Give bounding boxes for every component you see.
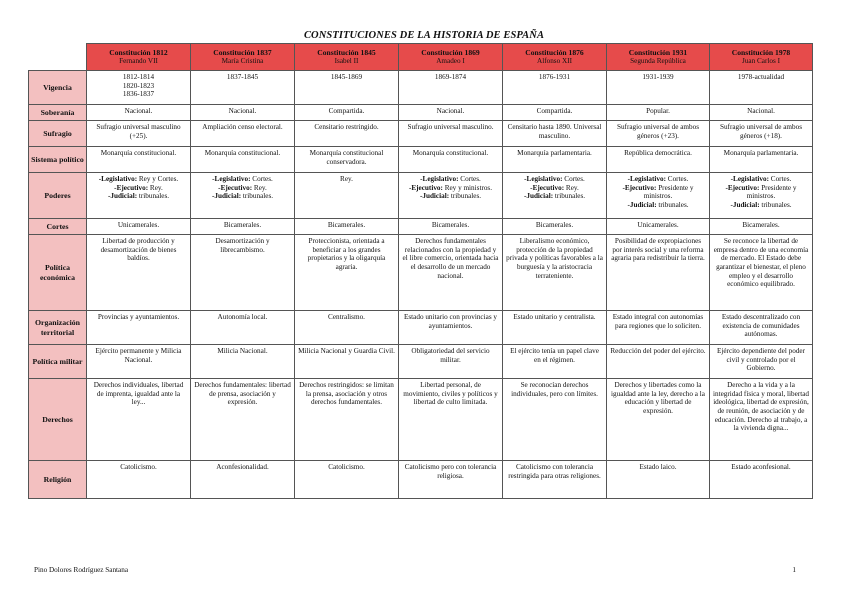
table-cell <box>710 379 813 461</box>
power-line <box>298 175 395 184</box>
cell-text: Catolicismo pero con tolerancia religiosa. <box>404 463 497 480</box>
power-holder: Rey. <box>565 183 579 192</box>
cell-text: Nacional. <box>747 107 775 115</box>
table-cell <box>710 121 813 147</box>
cell-text: Milicia Nacional. <box>217 347 268 355</box>
table-cell <box>191 461 295 499</box>
cell-text: Posibilidad de expropiaciones por interés social y una reforma agraria para redistribuir la tierra. <box>611 237 705 263</box>
power-line <box>713 175 809 184</box>
power-holder: tribunales. <box>242 192 274 201</box>
table-cell <box>503 235 607 311</box>
table-cell <box>191 219 295 235</box>
power-branch: -Judicial: <box>730 200 760 209</box>
table-cell <box>191 345 295 379</box>
cell-text: Se reconoce la libertad de empresa dentro de una economía de mercado. El Estado debe garantizar el bienestar, el pleno empleo y el desarrollo económico equilibrado. <box>713 237 809 289</box>
table-cell <box>607 105 710 121</box>
power-branch: -Ejecutivo: <box>725 183 760 192</box>
table-cell <box>87 105 191 121</box>
cell-text: Monarquía parlamentaria. <box>517 149 592 157</box>
power-line <box>610 175 706 184</box>
table-cell <box>399 235 503 311</box>
power-branch: -Legislativo: <box>212 175 251 183</box>
power-holder: tribunales. <box>658 200 689 209</box>
table-cell <box>607 71 710 105</box>
table-cell <box>295 121 399 147</box>
table-row <box>29 105 813 121</box>
row-label: Política militar <box>29 345 87 379</box>
cell-text: Derecho a la vida y a la integridad física y moral, libertad ideológica, libertad de expresión, de reunión, de asociación y de educación. Derecho al trabajo, a la vivienda digna... <box>713 381 809 433</box>
power-line <box>90 175 187 184</box>
table-cell <box>710 173 813 219</box>
constitution-monarch: María Cristina <box>221 57 264 66</box>
cell-text: 1869-1874 <box>434 73 467 81</box>
cell-text: Bicamerales. <box>742 221 780 229</box>
power-branch: -Judicial: <box>211 192 242 201</box>
cell-text: Libertad personal, de movimiento, civiles y políticos y libertad de culto limitada. <box>403 381 498 407</box>
cell-text: 1978-actualidad <box>737 73 785 81</box>
cell-text: Se reconocían derechos individuales, pero con límites. <box>511 381 598 398</box>
power-line <box>610 184 706 201</box>
table-cell <box>295 147 399 173</box>
cell-text: Aconfesionalidad. <box>216 463 269 471</box>
constitution-header <box>503 44 607 71</box>
table-cell <box>503 105 607 121</box>
cell-text: Catolicismo con tolerancia restringida para otras religiones. <box>508 463 601 480</box>
row-label: Organización territorial <box>29 311 87 345</box>
table-row <box>29 379 813 461</box>
table-cell <box>295 173 399 219</box>
power-branch: -Judicial: <box>627 200 657 209</box>
constitution-monarch: Juan Carlos I <box>742 57 780 66</box>
power-holder: Rey. <box>253 183 267 192</box>
cell-text: Ampliación censo electoral. <box>202 123 283 131</box>
constitution-header <box>191 44 295 71</box>
cell-text: Sufragio universal masculino. <box>407 123 494 131</box>
table-cell <box>607 147 710 173</box>
constitution-name: Constitución 1931 <box>628 48 688 58</box>
power-branch: -Legislativo: <box>730 175 769 183</box>
cell-text: Bicamerales. <box>431 221 470 229</box>
power-line <box>402 175 499 184</box>
table-cell <box>87 379 191 461</box>
table-cell <box>191 71 295 105</box>
table-row <box>29 235 813 311</box>
corner-cell <box>29 44 87 71</box>
table-cell <box>503 71 607 105</box>
table-cell <box>295 219 399 235</box>
cell-text: República democrática. <box>624 149 692 157</box>
table-cell <box>503 219 607 235</box>
constitution-monarch: Fernando VII <box>119 57 158 66</box>
cell-text: Compartida. <box>328 107 365 115</box>
cell-text: 1931-1939 <box>642 73 674 81</box>
power-branch: -Judicial: <box>419 192 450 201</box>
cell-text: 1845-1869 <box>330 73 363 81</box>
power-line <box>194 184 291 193</box>
power-line <box>713 201 809 210</box>
power-line <box>194 192 291 201</box>
power-holder: Rey y ministros. <box>444 183 493 192</box>
table-cell <box>710 345 813 379</box>
cell-text: Nacional. <box>228 107 257 115</box>
cell-text: Estado integral con autonomías para regiones que lo soliciten. <box>612 313 704 330</box>
power-holder: tribunales. <box>450 192 482 201</box>
table-cell <box>295 311 399 345</box>
table-cell <box>503 121 607 147</box>
cell-text: Sufragio universal de ambos géneros (+18). <box>719 123 803 140</box>
table-cell <box>191 121 295 147</box>
table-cell <box>710 105 813 121</box>
table-cell <box>295 461 399 499</box>
cell-text: Bicamerales. <box>535 221 574 229</box>
table-cell <box>295 345 399 379</box>
table-cell <box>87 121 191 147</box>
table-cell <box>191 173 295 219</box>
power-branch: -Ejecutivo: <box>408 183 443 192</box>
cell-text: Popular. <box>646 107 670 115</box>
power-line <box>506 184 603 193</box>
power-line <box>506 192 603 201</box>
row-label: Sistema político <box>29 147 87 173</box>
table-cell <box>710 235 813 311</box>
constitution-monarch: Alfonso XII <box>537 57 572 66</box>
cell-text: Ejército permanente y Milicia Nacional. <box>95 347 182 364</box>
cell-text: Derechos individuales, libertad de imprenta, igualdad ante la ley... <box>93 381 184 407</box>
constitution-header <box>295 44 399 71</box>
table-cell <box>607 121 710 147</box>
constitution-monarch: Segunda República <box>630 57 686 66</box>
constitution-name: Constitución 1837 <box>213 48 272 58</box>
table-cell <box>399 71 503 105</box>
table-cell <box>607 311 710 345</box>
table-cell <box>87 345 191 379</box>
cell-text: Proteccionista, orientada a beneficiar a los grandes propietarios y la oligarquía agraria. <box>307 237 386 271</box>
power-holder: Cortes. <box>564 175 585 183</box>
cell-text: Monarquía parlamentaria. <box>723 149 799 157</box>
table-cell <box>399 105 503 121</box>
constitution-header <box>87 44 191 71</box>
power-holder: tribunales. <box>761 200 792 209</box>
table-cell <box>710 311 813 345</box>
cell-text: Reducción del poder del ejército. <box>610 347 706 355</box>
power-branch: -Judicial: <box>107 192 138 201</box>
table-cell <box>503 173 607 219</box>
power-line <box>194 175 291 184</box>
table-cell <box>399 345 503 379</box>
table-cell <box>87 311 191 345</box>
table-cell <box>191 147 295 173</box>
table-cell <box>399 147 503 173</box>
power-holder: Cortes. <box>252 175 273 183</box>
cell-text: 1812-1814 <box>122 73 155 81</box>
power-line <box>402 192 499 201</box>
power-branch: -Judicial: <box>523 192 554 201</box>
table-cell <box>710 147 813 173</box>
table-cell <box>607 173 710 219</box>
cell-text: Compartida. <box>536 107 573 115</box>
table-cell <box>503 379 607 461</box>
cell-text: Unicamerales. <box>637 221 679 229</box>
power-holder: Presidente y ministros. <box>746 183 797 201</box>
row-label: Política económica <box>29 235 87 311</box>
constitution-header <box>710 44 813 71</box>
power-holder: Presidente y ministros. <box>643 183 694 201</box>
power-holder: Cortes. <box>667 175 689 183</box>
power-branch: -Ejecutivo: <box>218 183 253 192</box>
power-holder: Rey y Cortes. <box>138 175 179 183</box>
table-cell <box>191 235 295 311</box>
constitution-name: Constitución 1978 <box>731 48 791 58</box>
constitution-name: Constitución 1845 <box>317 48 376 58</box>
cell-text: Estado laico. <box>639 463 677 471</box>
cell-text: Monarquía constitucional. <box>204 149 281 157</box>
cell-text: Derechos fundamentales relacionados con la propiedad y el libre comercio, orientada hacia el desarrollo de un mercado nacional. <box>402 237 499 280</box>
table-row <box>29 345 813 379</box>
cell-text: Milicia Nacional y Guardia Civil. <box>298 347 395 355</box>
power-holder: tribunales. <box>554 192 586 201</box>
table-cell <box>399 311 503 345</box>
power-line <box>90 192 187 201</box>
cell-text: Centralismo. <box>328 313 365 321</box>
power-branch: -Ejecutivo: <box>114 183 149 192</box>
power-branch: -Ejecutivo: <box>530 183 565 192</box>
cell-text: Derechos restringidos: se limitan la prensa, asociación y otros derechos fundamentales. <box>299 381 394 407</box>
table-cell <box>295 235 399 311</box>
cell-text: Estado unitario con provincias y ayuntamientos. <box>403 313 498 330</box>
power-line <box>610 201 706 210</box>
cell-text: 1876-1931 <box>538 73 571 81</box>
row-label: Sufragio <box>29 121 87 147</box>
constitution-header <box>399 44 503 71</box>
table-cell <box>710 71 813 105</box>
cell-text: Estado descentralizado con existencia de comunidades autónomas. <box>721 313 801 339</box>
table-cell <box>399 379 503 461</box>
cell-text: 1837-1845 <box>226 73 259 81</box>
constitution-header <box>607 44 710 71</box>
cell-text: Catolicismo. <box>120 463 157 471</box>
table-cell <box>399 121 503 147</box>
table-cell <box>607 235 710 311</box>
power-holder: Rey. <box>149 183 163 192</box>
cell-text: Unicamerales. <box>117 221 160 229</box>
table-cell <box>503 311 607 345</box>
table-cell <box>191 311 295 345</box>
row-label: Cortes <box>29 219 87 235</box>
cell-text: Derechos fundamentales: libertad de prensa, asociación y expresión. <box>194 381 291 407</box>
table-cell <box>87 461 191 499</box>
cell-text: Nacional. <box>124 107 153 115</box>
header-row <box>29 44 813 71</box>
cell-text: Nacional. <box>436 107 465 115</box>
table-cell <box>503 345 607 379</box>
row-label: Poderes <box>29 173 87 219</box>
power-line <box>402 184 499 193</box>
table-cell <box>87 235 191 311</box>
power-holder: tribunales. <box>138 192 170 201</box>
table-cell <box>503 461 607 499</box>
table-cell <box>87 173 191 219</box>
row-label: Vigencia <box>29 71 87 105</box>
cell-text: Estado aconfesional. <box>731 463 791 471</box>
table-cell <box>399 219 503 235</box>
cell-text: Sufragio universal masculino (+25). <box>96 123 181 140</box>
table-cell <box>607 461 710 499</box>
cell-text: Liberalismo económico, protección de la propiedad privada y políticas favorables a la burguesía y la aristocracia terrateniente. <box>506 237 603 280</box>
cell-text: Estado unitario y centralista. <box>513 313 596 321</box>
constitution-monarch: Amadeo I <box>436 57 465 66</box>
cell-text: Bicamerales. <box>223 221 262 229</box>
table-cell <box>607 345 710 379</box>
power-branch: -Legislativo: <box>420 175 459 183</box>
power-holder: Rey. <box>340 175 353 183</box>
table-cell <box>607 379 710 461</box>
table-row <box>29 173 813 219</box>
power-holder: Cortes. <box>770 175 792 183</box>
power-line <box>713 184 809 201</box>
table-cell <box>191 379 295 461</box>
table-row <box>29 147 813 173</box>
constitution-name: Constitución 1869 <box>421 48 480 58</box>
table-cell <box>191 105 295 121</box>
table-row <box>29 219 813 235</box>
cell-text: Catolicismo. <box>328 463 365 471</box>
page-title: CONSTITUCIONES DE LA HISTORIA DE ESPAÑA <box>303 30 545 41</box>
cell-text: Monarquía constitucional. <box>100 149 177 157</box>
table-cell <box>607 219 710 235</box>
page-number: 1 <box>792 566 796 574</box>
constitution-name: Constitución 1812 <box>109 48 168 58</box>
cell-text: Monarquía constitucional. <box>412 149 489 157</box>
cell-text: Provincias y ayuntamientos. <box>97 313 180 321</box>
cell-text: Obligatoriedad del servicio militar. <box>411 347 490 364</box>
table-cell <box>710 461 813 499</box>
table-row <box>29 311 813 345</box>
table-cell <box>710 219 813 235</box>
cell-text: Derechos y libertades como la igualdad ante la ley, derecho a la educación y libertad de expresión. <box>611 381 705 415</box>
cell-text: Bicamerales. <box>327 221 366 229</box>
footer-author: Pino Dolores Rodríguez Santana <box>34 566 129 574</box>
cell-text: Libertad de producción y desamortización de bienes baldíos. <box>100 237 177 263</box>
table-cell <box>87 219 191 235</box>
cell-text: Desamortización y librecambismo. <box>215 237 270 254</box>
table-cell <box>295 71 399 105</box>
table-row <box>29 121 813 147</box>
power-line <box>506 175 603 184</box>
cell-text: Censitario restringido. <box>314 123 379 131</box>
row-label: Soberanía <box>29 105 87 121</box>
table-cell <box>399 173 503 219</box>
cell-text: Autonomía local. <box>217 313 268 321</box>
power-branch: -Legislativo: <box>524 175 563 183</box>
table-row <box>29 71 813 105</box>
row-label: Religión <box>29 461 87 499</box>
row-label: Derechos <box>29 379 87 461</box>
power-line <box>90 184 187 193</box>
cell-text: Censitario hasta 1890. Universal masculino. <box>507 123 602 140</box>
constitutions-table <box>28 43 813 499</box>
power-holder: Cortes. <box>460 175 481 183</box>
constitution-monarch: Isabel II <box>334 57 359 66</box>
constitution-name: Constitución 1876 <box>525 48 584 58</box>
cell-text: Ejército dependiente del poder civil y controlado por el Gobierno. <box>716 347 805 373</box>
table-cell <box>87 147 191 173</box>
cell-text: El ejército tenía un papel clave en el régimen. <box>510 347 599 364</box>
cell-text: 1820-1823 <box>122 81 155 90</box>
table-cell <box>503 147 607 173</box>
power-branch: -Ejecutivo: <box>622 183 657 192</box>
cell-text: Monarquía constitucional conservadora. <box>309 149 384 166</box>
table-row <box>29 461 813 499</box>
cell-text: Sufragio universal de ambos géneros (+23). <box>616 123 700 140</box>
cell-text: 1836-1837 <box>122 90 155 99</box>
table-cell <box>295 379 399 461</box>
table-cell <box>295 105 399 121</box>
table-cell <box>399 461 503 499</box>
power-branch: -Legislativo: <box>98 175 138 183</box>
table-cell <box>87 71 191 105</box>
power-branch: -Legislativo: <box>627 175 666 183</box>
